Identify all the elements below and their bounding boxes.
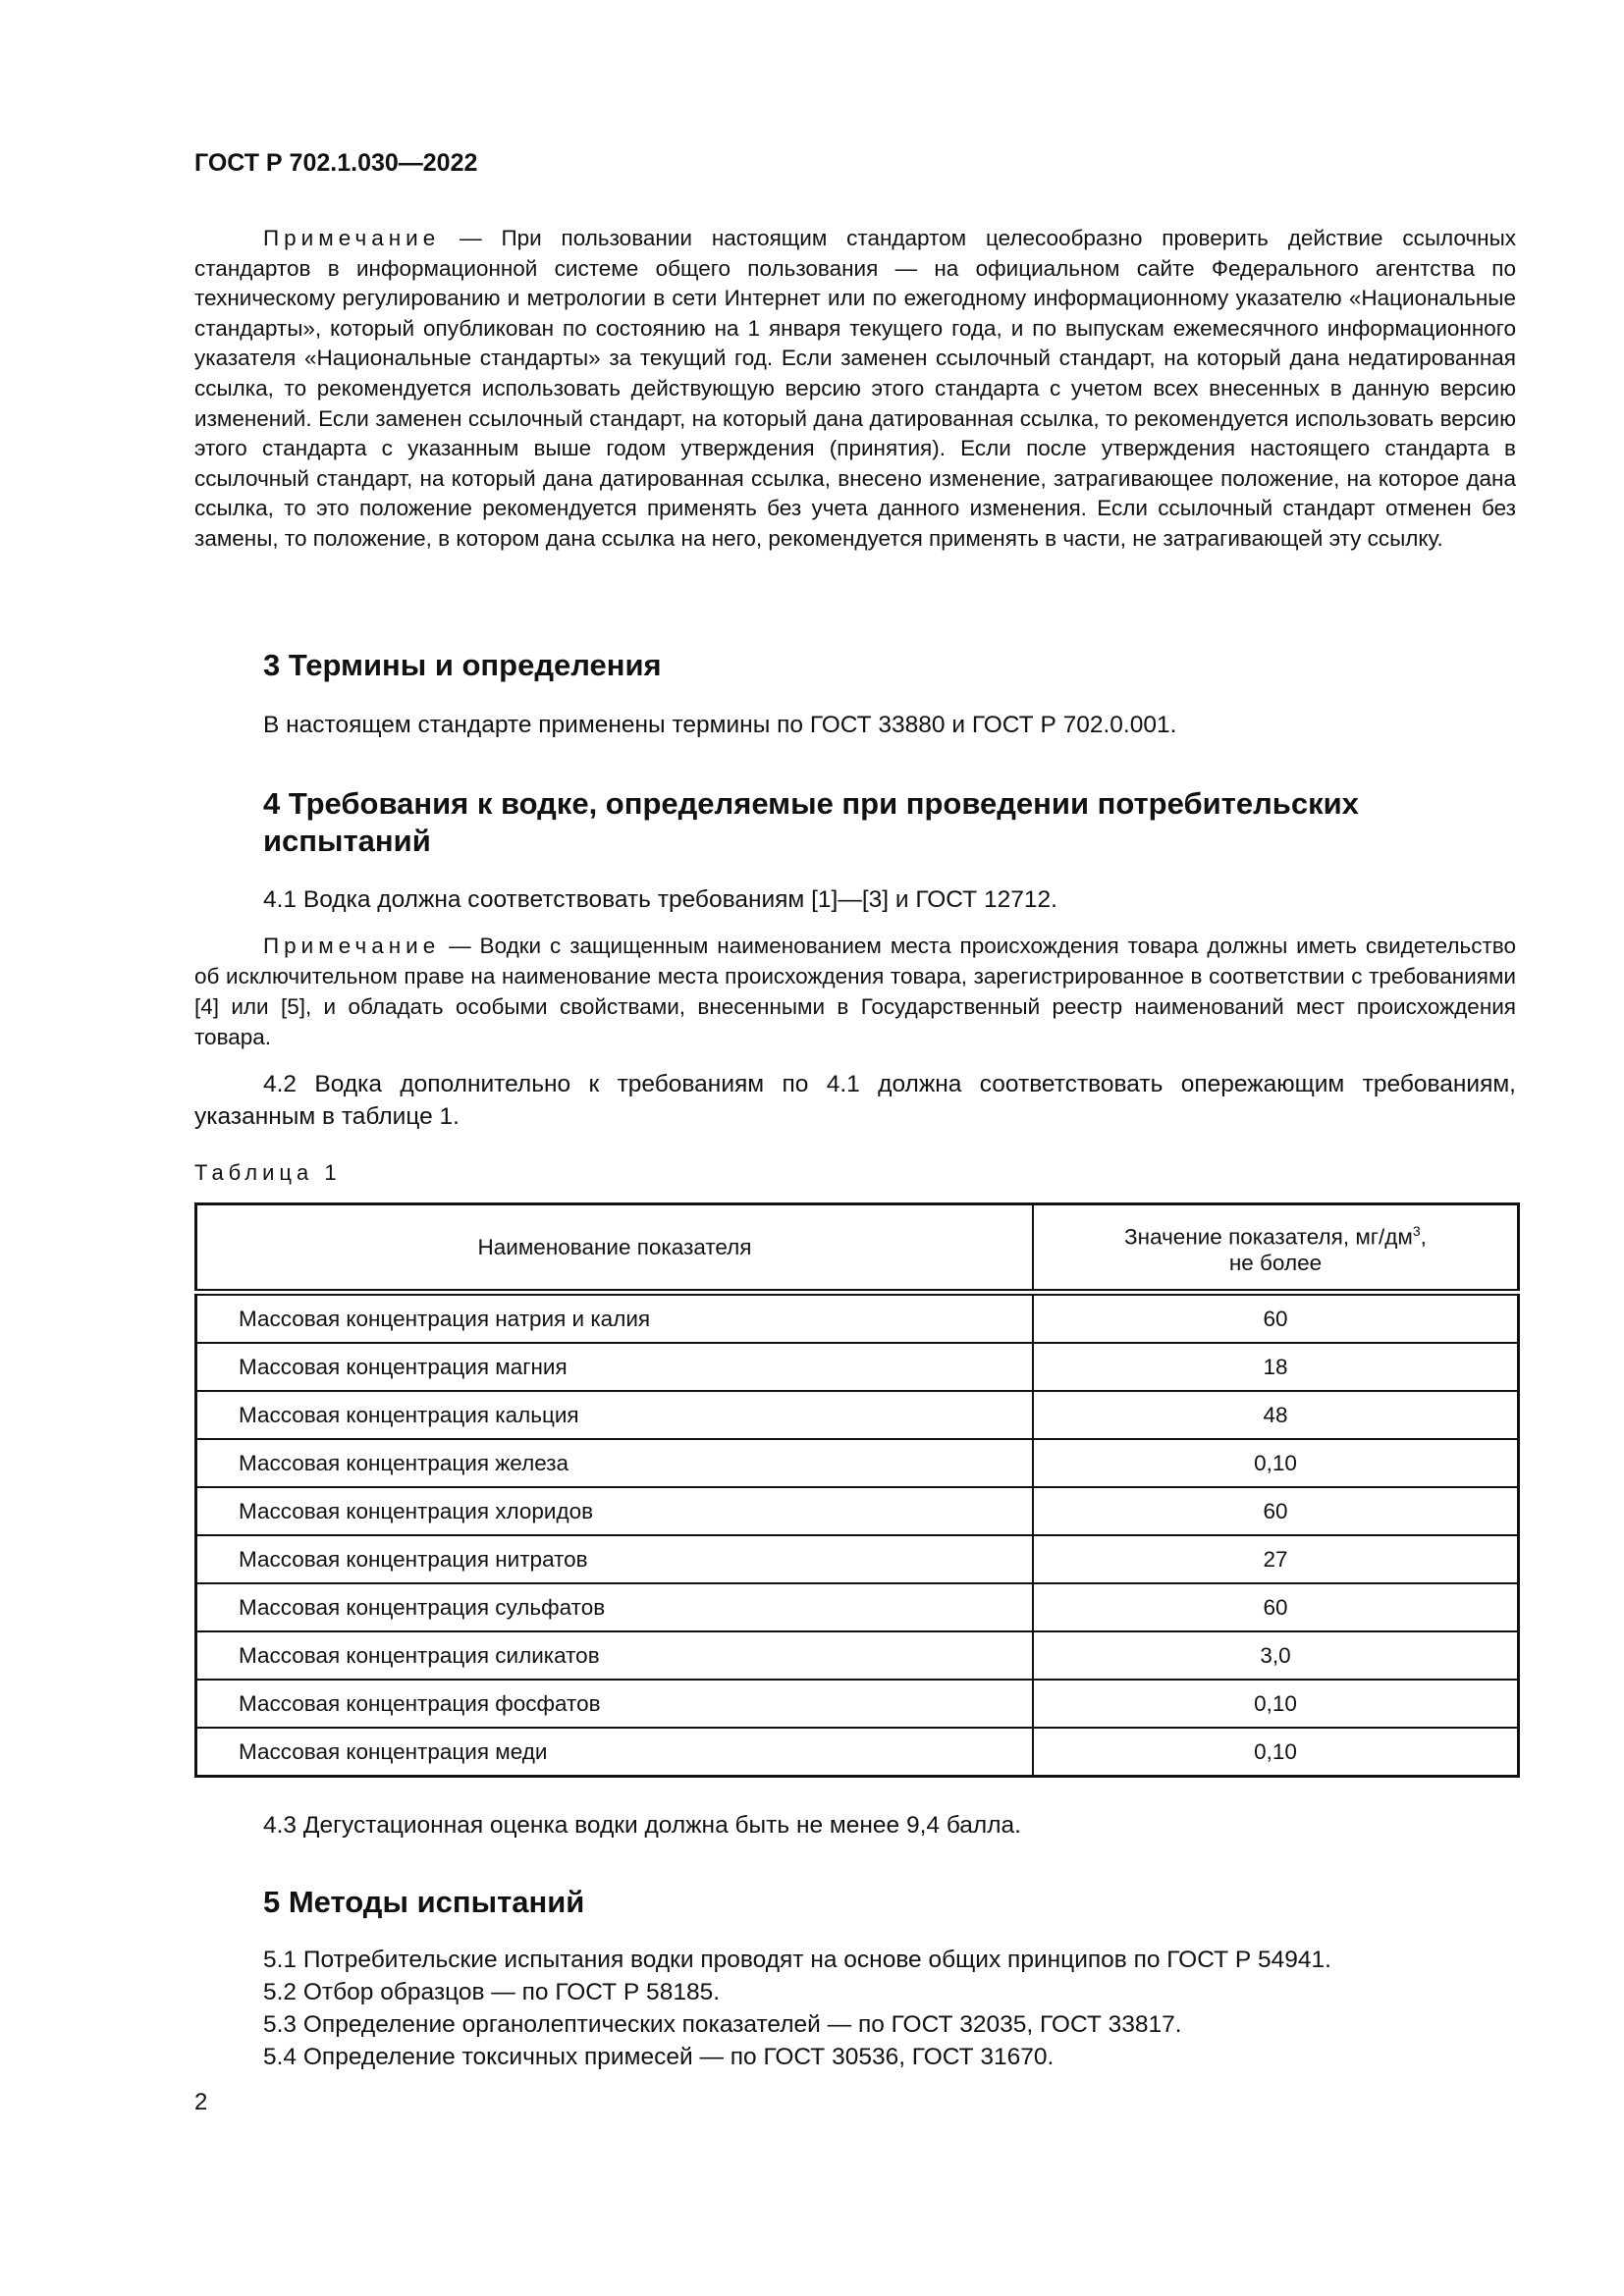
- table-header-row: [196, 1204, 1519, 1293]
- note-label: Примечание: [263, 226, 441, 250]
- para-4-3: 4.3 Дегустационная оценка водки должна быть не менее 9,4 балла.: [263, 1812, 1021, 1839]
- column-header-name: Наименование показателя: [196, 1204, 1034, 1293]
- para-4-1: 4.1 Водка должна соответствовать требованиям [1]—[3] и ГОСТ 12712.: [263, 886, 1057, 913]
- table-row: Массовая концентрация железа 0,10: [196, 1439, 1519, 1487]
- page-number: 2: [194, 2089, 208, 2115]
- para-4-2: 4.2 Водка дополнительно к требованиям по 4.1 должна соответствовать опережающим требованиям, указанным в таблице 1.: [194, 1071, 1516, 1130]
- column-header-value: Значение показателя, $мг/дм^3$, не более: [1033, 1204, 1519, 1293]
- table-row: Массовая концентрация магния 18: [196, 1343, 1519, 1391]
- note-label: Примечание: [263, 934, 441, 958]
- section-4-title: 4 Требования к водке, определяемые при проведении потребительских испытаний: [263, 786, 1359, 858]
- section-5-title: 5 Методы испытаний: [263, 1885, 585, 1919]
- para-5-2: 5.2 Отбор образцов — по ГОСТ Р 58185.: [263, 1979, 720, 2005]
- table-row: Массовая концентрация нитратов 27: [196, 1535, 1519, 1583]
- document-header: ГОСТ Р 702.1.030—2022: [194, 149, 478, 177]
- section-3-title: 3 Термины и определения: [263, 648, 662, 682]
- table-row: Массовая концентрация хлоридов 60: [196, 1487, 1519, 1535]
- note-text: — При пользовании настоящим стандартом целесообразно проверить действие ссылочных стандартов в информационной системе общего пользования — на официальном сайте Федерального агентства по техническому регулированию и метрологии в сети Интернет или по ежегодному информационному указателю «Национальные стандарты», который опубликован по состоянию на 1 января текущего года, и по выпускам ежемесячного информационного указателя «Национальные стандарты» за текущий год. Если заменен ссылочный стандарт, на который дана недатированная ссылка, то рекомендуется использовать действующую версию этого стандарта с учетом всех внесенных в данную версию изменений. Если заменен ссылочный стандарт, на который дана датированная ссылка, то рекомендуется использовать версию этого стандарта с указанным выше годом утверждения (принятия). Если после утверждения настоящего стандарта в ссылочный стандарт, на который дана датированная ссылка, внесено изменение, затрагивающее положение, на которое дана ссылка, то это положение рекомендуется применять без учета данного изменения. Если ссылочный стандарт отменен без замены, то положение, в котором дана ссылка на него, рекомендуется применять в части, не затрагивающей эту ссылку.: [194, 226, 1516, 551]
- table-row: Массовая концентрация натрия и калия 60: [196, 1293, 1519, 1344]
- para-5-3: 5.3 Определение органолептических показателей — по ГОСТ 32035, ГОСТ 33817.: [263, 2011, 1182, 2038]
- note-references: [194, 224, 1516, 555]
- note-text: — Водки с защищенным наименованием места происхождения товара должны иметь свидетельство об исключительном праве на наименование места происхождения товара, зарегистрированное в соответствии с требованиями [4] или [5], и обладать особыми свойствами, внесенными в Государственный реестр наименований мест происхождения товара.: [194, 934, 1516, 1049]
- table-row: Массовая концентрация сульфатов 60: [196, 1583, 1519, 1631]
- table-row: Массовая концентрация фосфатов 0,10: [196, 1680, 1519, 1728]
- table-row: Массовая концентрация кальция 48: [196, 1391, 1519, 1439]
- table-row: Массовая концентрация силикатов 3,0: [196, 1631, 1519, 1680]
- table-row: Массовая концентрация меди 0,10: [196, 1728, 1519, 1777]
- para-5-4: 5.4 Определение токсичных примесей — по ГОСТ 30536, ГОСТ 31670.: [263, 2044, 1055, 2070]
- para-5-1: 5.1 Потребительские испытания водки проводят на основе общих принципов по ГОСТ Р 54941.: [263, 1947, 1331, 1973]
- note-4-1: [194, 931, 1516, 1052]
- section-3-text: В настоящем стандарте применены термины по ГОСТ 33880 и ГОСТ Р 702.0.001.: [263, 712, 1177, 738]
- table-caption: Таблица 1: [194, 1160, 342, 1185]
- table-1: [194, 1202, 1520, 1778]
